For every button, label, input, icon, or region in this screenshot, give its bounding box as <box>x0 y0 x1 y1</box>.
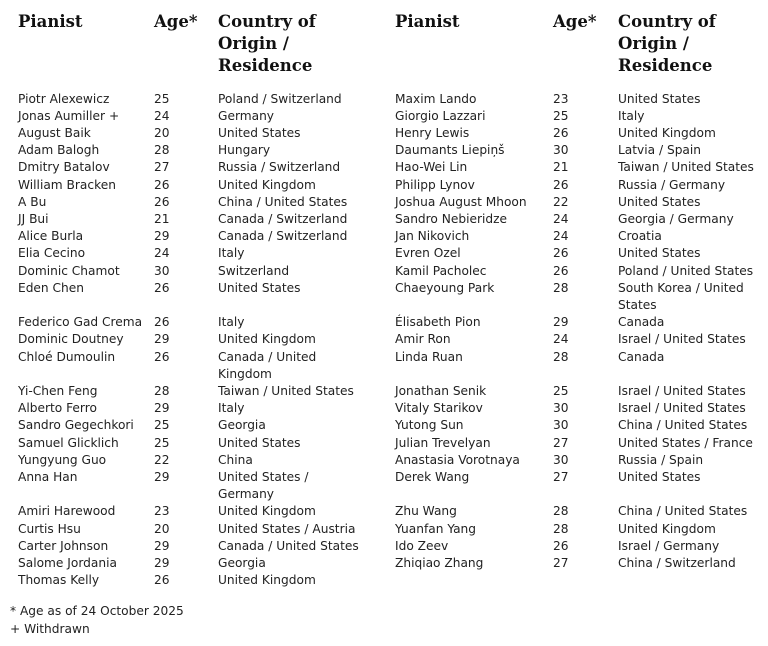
pianist-country: Poland / Switzerland <box>218 91 342 106</box>
pianist-name: Carter Johnson <box>18 538 109 553</box>
pianist-age: 24 <box>154 108 170 123</box>
pianist-name: JJ Bui <box>18 211 49 226</box>
pianist-name: Adam Balogh <box>18 143 100 158</box>
pianist-country: Israel / United States <box>618 401 746 416</box>
pianist-age: 20 <box>154 125 170 140</box>
pianist-country: United States <box>218 280 301 295</box>
pianist-country: United Kingdom <box>218 573 316 588</box>
pianist-age: 27 <box>553 555 569 570</box>
pianist-name: Giorgio Lazzari <box>395 108 486 123</box>
pianist-age: 27 <box>553 469 569 484</box>
pianist-country: United States <box>218 125 301 140</box>
pianist-country: United Kingdom <box>618 521 716 536</box>
pianist-country: Georgia / Germany <box>618 211 734 226</box>
pianist-country: Italy <box>218 401 245 416</box>
pianist-name: Dmitry Batalov <box>18 160 110 175</box>
pianist-country: Taiwan / United States <box>618 160 754 175</box>
right-header-country-line2: Origin / <box>618 34 689 53</box>
pianist-country: Italy <box>218 246 245 261</box>
pianist-name: Federico Gad Crema <box>18 315 143 330</box>
pianist-name: Evren Ozel <box>395 246 461 261</box>
pianist-country: United States <box>618 469 701 484</box>
right-header-country-line1: Country of <box>618 12 716 31</box>
pianist-age: 24 <box>553 332 569 347</box>
pianist-age: 26 <box>553 263 569 278</box>
pianist-name: A Bu <box>18 194 47 209</box>
pianist-age: 28 <box>553 504 569 519</box>
pianist-country: Israel / United States <box>618 383 746 398</box>
pianist-country: United Kingdom <box>218 504 316 519</box>
pianist-age: 29 <box>154 401 170 416</box>
pianist-name: Zhu Wang <box>395 504 457 519</box>
left-header-country-line1: Country of <box>218 12 316 31</box>
pianist-age: 25 <box>154 435 170 450</box>
pianist-country: United States / France <box>618 435 753 450</box>
pianist-name: Henry Lewis <box>395 125 470 140</box>
pianist-name: Yuanfan Yang <box>395 521 477 536</box>
pianist-age: 25 <box>553 383 569 398</box>
pianist-age: 26 <box>154 194 170 209</box>
age-footnote: * Age as of 24 October 2025 <box>10 604 184 618</box>
pianist-name: Yutong Sun <box>395 418 464 433</box>
pianist-name: Ido Zeev <box>395 538 449 553</box>
pianist-name: Jonas Aumiller + <box>18 108 120 123</box>
pianist-name: Amir Ron <box>395 332 451 347</box>
pianist-name: Alberto Ferro <box>18 401 97 416</box>
pianist-age: 26 <box>553 246 569 261</box>
pianist-name: Eden Chen <box>18 280 84 295</box>
pianist-country: Canada / United <box>218 349 317 364</box>
pianist-age: 29 <box>154 332 170 347</box>
pianist-name: Alice Burla <box>18 229 84 244</box>
pianist-name: Hao-Wei Lin <box>395 160 468 175</box>
pianist-age: 29 <box>154 229 170 244</box>
pianist-country: Russia / Germany <box>618 177 726 192</box>
pianist-name: Curtis Hsu <box>18 521 81 536</box>
pianist-country: Italy <box>218 315 245 330</box>
pianist-name: Dominic Chamot <box>18 263 120 278</box>
pianist-country: Croatia <box>618 229 662 244</box>
pianist-country: United Kingdom <box>218 332 316 347</box>
pianist-country: Russia / Switzerland <box>218 160 341 175</box>
pianist-name: William Bracken <box>18 177 116 192</box>
pianist-country: Germany <box>218 108 275 123</box>
pianist-name: Zhiqiao Zhang <box>395 555 484 570</box>
pianist-age: 29 <box>553 315 569 330</box>
pianist-country: China <box>218 452 253 467</box>
pianist-age: 27 <box>154 160 170 175</box>
pianist-name: Vitaly Starikov <box>395 401 483 416</box>
withdrawn-footnote: + Withdrawn <box>10 622 90 636</box>
pianist-age: 30 <box>553 401 569 416</box>
pianist-country: Canada <box>618 349 665 364</box>
pianist-age: 21 <box>553 160 569 175</box>
pianist-country: United States <box>218 435 301 450</box>
pianist-age: 28 <box>154 143 170 158</box>
pianist-country: Canada / Switzerland <box>218 229 348 244</box>
pianist-age: 28 <box>553 349 569 364</box>
pianist-country: Israel / United States <box>618 332 746 347</box>
pianist-name: Chloé Dumoulin <box>18 349 116 364</box>
pianist-age: 28 <box>553 280 569 295</box>
pianist-age: 25 <box>154 418 170 433</box>
pianist-name: Piotr Alexewicz <box>18 91 110 106</box>
pianist-name: Joshua August Mhoon <box>395 194 527 209</box>
pianist-country: Switzerland <box>218 263 290 278</box>
pianist-name: Yi-Chen Feng <box>18 383 98 398</box>
pianist-name: Sandro Gegechkori <box>18 418 134 433</box>
pianist-name: Samuel Glicklich <box>18 435 119 450</box>
pianist-age: 26 <box>154 177 170 192</box>
pianist-name: Linda Ruan <box>395 349 463 364</box>
right-header-pianist: Pianist <box>395 12 460 31</box>
pianist-name: Elia Cecino <box>18 246 86 261</box>
pianist-country: Georgia <box>218 555 266 570</box>
pianist-country: Germany <box>218 487 275 502</box>
pianist-name: Dominic Doutney <box>18 332 124 347</box>
pianist-name: Yungyung Guo <box>18 452 107 467</box>
pianist-country: Latvia / Spain <box>618 143 702 158</box>
pianist-country: China / Switzerland <box>618 555 736 570</box>
pianist-country: Canada / Switzerland <box>218 211 348 226</box>
pianist-age: 24 <box>553 229 569 244</box>
pianist-name: August Baik <box>18 125 91 140</box>
pianist-age: 28 <box>154 383 170 398</box>
left-header-pianist: Pianist <box>18 12 83 31</box>
pianist-name: Sandro Nebieridze <box>395 211 508 226</box>
left-header-country-line2: Origin / <box>218 34 289 53</box>
pianist-name: Philipp Lynov <box>395 177 475 192</box>
pianist-name: Élisabeth Pion <box>395 315 481 330</box>
pianist-name: Derek Wang <box>395 469 470 484</box>
pianist-name: Kamil Pacholec <box>395 263 487 278</box>
pianist-age: 26 <box>553 125 569 140</box>
pianist-name: Anastasia Vorotnaya <box>395 452 520 467</box>
pianist-age: 21 <box>154 211 170 226</box>
pianist-name: Maxim Lando <box>395 91 477 106</box>
pianist-country: Russia / Spain <box>618 452 704 467</box>
pianist-country: Poland / United States <box>618 263 754 278</box>
pianist-age: 27 <box>553 435 569 450</box>
pianist-age: 24 <box>154 246 170 261</box>
pianist-country: China / United States <box>218 194 348 209</box>
pianist-country: States <box>618 297 657 312</box>
pianist-age: 26 <box>154 280 170 295</box>
pianist-name: Amiri Harewood <box>18 504 116 519</box>
pianist-name: Julian Trevelyan <box>395 435 491 450</box>
pianist-country: United Kingdom <box>618 125 716 140</box>
right-header-country-line3: Residence <box>618 56 713 75</box>
pianist-country: United States / Austria <box>218 521 356 536</box>
pianist-country: Georgia <box>218 418 266 433</box>
pianist-age: 26 <box>553 177 569 192</box>
pianist-age: 23 <box>553 91 569 106</box>
pianist-country: Taiwan / United States <box>218 383 354 398</box>
pianist-name: Anna Han <box>18 469 78 484</box>
pianist-age: 30 <box>553 418 569 433</box>
pianist-age: 24 <box>553 211 569 226</box>
pianist-name: Jan Nikovich <box>395 229 470 244</box>
pianist-age: 26 <box>154 315 170 330</box>
pianist-country: Canada / United States <box>218 538 359 553</box>
pianist-age: 26 <box>553 538 569 553</box>
pianist-age: 25 <box>553 108 569 123</box>
pianist-name: Thomas Kelly <box>18 573 100 588</box>
pianist-age: 22 <box>154 452 170 467</box>
pianist-country: Italy <box>618 108 645 123</box>
pianist-country: United States <box>618 91 701 106</box>
pianist-name: Salome Jordania <box>18 555 117 570</box>
pianist-age: 29 <box>154 469 170 484</box>
pianist-age: 23 <box>154 504 170 519</box>
pianist-age: 29 <box>154 538 170 553</box>
left-header-country-line3: Residence <box>218 56 313 75</box>
pianist-age: 30 <box>154 263 170 278</box>
pianist-country: Canada <box>618 315 665 330</box>
right-header-age: Age* <box>553 12 597 31</box>
pianist-age: 25 <box>154 91 170 106</box>
pianist-age: 29 <box>154 555 170 570</box>
pianist-age: 30 <box>553 452 569 467</box>
pianist-age: 26 <box>154 349 170 364</box>
pianist-age: 22 <box>553 194 569 209</box>
pianist-country: China / United States <box>618 418 748 433</box>
pianist-country: South Korea / United <box>618 280 744 295</box>
pianist-country: United States <box>618 246 701 261</box>
pianist-country: Hungary <box>218 143 271 158</box>
pianist-country: Kingdom <box>218 366 272 381</box>
pianist-name: Chaeyoung Park <box>395 280 495 295</box>
pianist-country: Israel / Germany <box>618 538 720 553</box>
pianist-age: 26 <box>154 573 170 588</box>
pianist-age: 30 <box>553 143 569 158</box>
pianist-age: 28 <box>553 521 569 536</box>
pianist-age: 20 <box>154 521 170 536</box>
pianist-country: United Kingdom <box>218 177 316 192</box>
pianist-country: China / United States <box>618 504 748 519</box>
pianist-country: United States <box>618 194 701 209</box>
pianist-name: Daumants Liepiņš <box>395 143 505 158</box>
pianist-name: Jonathan Senik <box>395 383 487 398</box>
left-header-age: Age* <box>154 12 198 31</box>
pianist-country: United States / <box>218 469 309 484</box>
